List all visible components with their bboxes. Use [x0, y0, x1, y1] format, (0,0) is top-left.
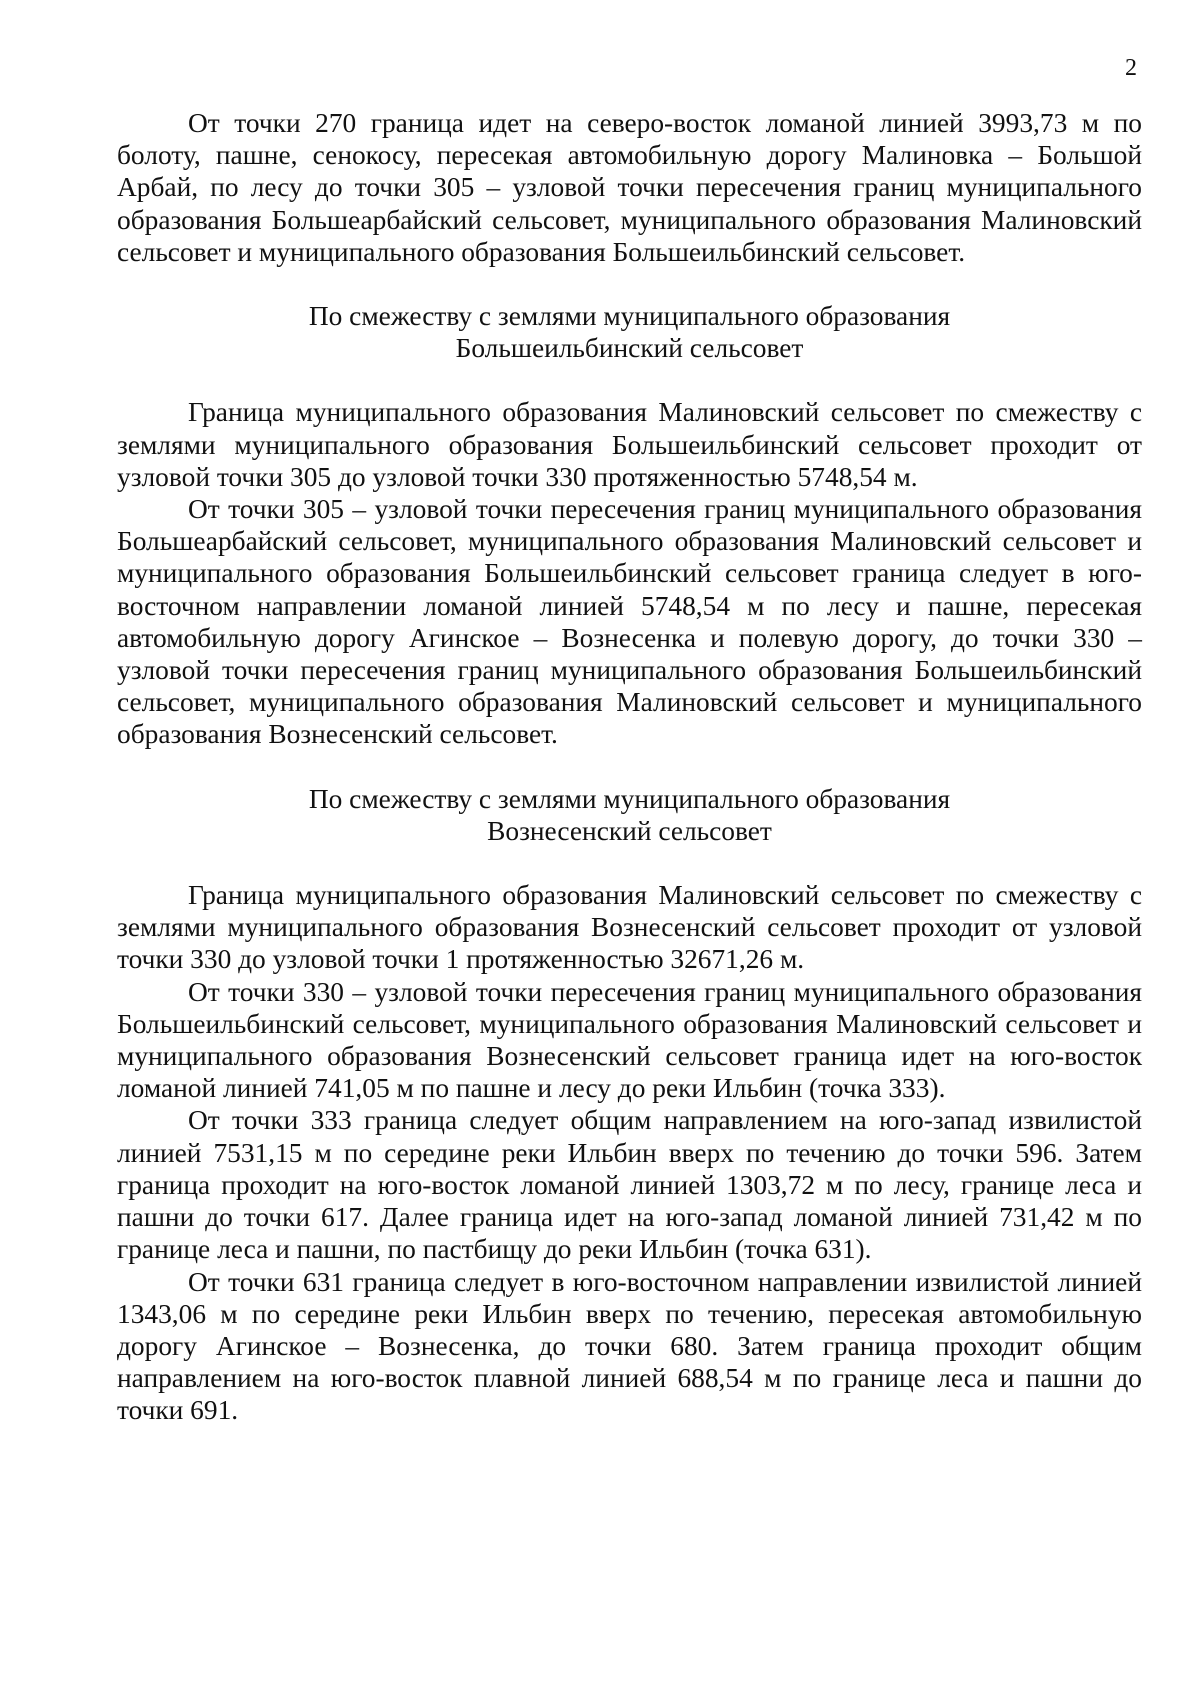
paragraph-bolsheilbinsky-route: От точки 305 – узловой точки пересечения границ муниципального образования Большеарбайский сельсовет, муниципального образования Малиновский сельсовет и муниципального образования Большеильбинский сельсовет граница следует в юго-восточном направлении ломаной линией 5748,54 м по лесу и пашне, пересекая автомобильную дорогу Агинское – Вознесенка и полевую дорогу, до точки 330 – узловой точки пересечения границ муниципального образования Большеильбинский сельсовет, муниципального образования Малиновский сельсовет и муниципального образования Вознесенский сельсовет.: [117, 494, 1142, 750]
section-heading-line: По смежеству с землями муниципального образования: [308, 783, 951, 814]
paragraph-voznesensky-route-2: От точки 333 граница следует общим направлением на юго-запад извилистой линией 7531,15 м по середине реки Ильбин вверх по течению до точки 596. Затем граница проходит на юго-восток ломаной линией 1303,72 м по лесу, границе леса и пашни до точки 617. Далее граница идет на юго-запад ломаной линией 731,42 м по границе леса и пашни, по пастбищу до реки Ильбин (точка 631).: [117, 1105, 1142, 1265]
section-heading-line: Большеильбинский сельсовет: [455, 333, 804, 364]
section-heading-bolsheilbinsky: [117, 300, 1142, 364]
document-body: [117, 107, 1142, 1427]
paragraph-bolsheilbinsky-summary: Граница муниципального образования Малиновский сельсовет по смежеству с землями муниципального образования Большеильбинский сельсовет проходит от узловой точки 305 до узловой точки 330 протяженностью 5748,54 м.: [117, 397, 1142, 492]
page-number: 2: [1125, 55, 1137, 81]
paragraph-intro: От точки 270 граница идет на северо-восток ломаной линией 3993,73 м по болоту, пашне, сенокосу, пересекая автомобильную дорогу Малиновка – Большой Арбай, по лесу до точки 305 – узловой точки пересечения границ муниципального образования Большеарбайский сельсовет, муниципального образования Малиновский сельсовет и муниципального образования Большеильбинский сельсовет.: [117, 108, 1142, 267]
paragraph-voznesensky-summary: Граница муниципального образования Малиновский сельсовет по смежеству с землями муниципального образования Вознесенский сельсовет проходит от узловой точки 330 до узловой точки 1 протяженностью 32671,26 м.: [117, 880, 1142, 975]
section-heading-voznesensky: [117, 783, 1142, 847]
section-heading-line: Вознесенский сельсовет: [487, 815, 772, 846]
paragraph-voznesensky-route-1: От точки 330 – узловой точки пересечения границ муниципального образования Большеильбинский сельсовет, муниципального образования Малиновский сельсовет и муниципального образования Вознесенский сельсовет граница идет на юго-восток ломаной линией 741,05 м по пашне и лесу до реки Ильбин (точка 333).: [117, 976, 1142, 1104]
paragraph-voznesensky-route-3: От точки 631 граница следует в юго-восточном направлении извилистой линией 1343,06 м по середине реки Ильбин вверх по течению, пересекая автомобильную дорогу Агинское – Вознесенка, до точки 680. Затем граница проходит общим направлением на юго-восток плавной линией 688,54 м по границе леса и пашни до точки 691.: [117, 1266, 1142, 1426]
section-heading-line: По смежеству с землями муниципального образования: [308, 301, 951, 332]
